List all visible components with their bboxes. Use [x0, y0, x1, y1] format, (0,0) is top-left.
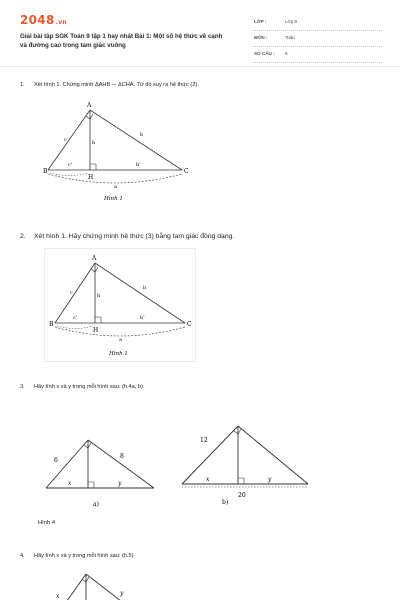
label-b-prime: b': [136, 162, 141, 168]
document-title: Giải bài tập SGK Toán 9 tập 1 hay nhất Bài 1: Một số hệ thức về cạnh và đường cao trong tam giác vuông: [20, 33, 223, 49]
label-h: h: [92, 140, 96, 146]
figure-caption: Hình 1: [109, 351, 128, 357]
label-side-12: 12: [200, 437, 208, 444]
meta-row-count: [252, 47, 382, 63]
label-C: C: [184, 168, 189, 175]
sub-caption-b: b): [222, 499, 229, 506]
meta-value: Lớp 9: [285, 19, 297, 24]
document-header: [0, 0, 400, 67]
figure-4a-image: [40, 428, 160, 513]
figure-1-image: [42, 96, 192, 206]
question-1: [20, 82, 199, 88]
sub-caption-a: a): [93, 501, 99, 508]
meta-row-subject: [252, 31, 382, 47]
figure-caption: Hình 1: [104, 196, 123, 202]
label-y: y: [268, 476, 272, 483]
label-y: y: [120, 590, 124, 597]
meta-row-class: [252, 15, 382, 31]
question-text: Hãy tính x và y trong mỗi hình sau: (h.5): [34, 553, 134, 559]
label-A: A: [92, 255, 97, 262]
figure-5-image: [50, 568, 150, 600]
label-x: x: [68, 480, 72, 487]
label-a: a: [114, 184, 117, 190]
question-number: 4.: [20, 553, 25, 559]
logo-suffix: .vn: [55, 19, 67, 26]
triangle-4b-diagram: [176, 418, 316, 513]
meta-key: MÔN :: [254, 35, 268, 40]
label-c-prime: c': [68, 162, 73, 168]
label-H: H: [93, 327, 99, 334]
label-b: b: [143, 285, 147, 291]
question-text: Xét hình 1. Hãy chứng minh hệ thức (3) bằng tam giác đồng dạng.: [34, 233, 235, 240]
question-number: 3.: [20, 384, 25, 390]
label-A: A: [87, 102, 92, 109]
label-h: h: [97, 293, 101, 299]
label-b: b: [140, 132, 144, 138]
meta-key: LỚP :: [254, 19, 267, 24]
question-2: [20, 233, 234, 240]
label-a: a: [119, 337, 122, 343]
label-side-8: 8: [120, 453, 124, 460]
label-base-20: 20: [238, 492, 246, 499]
label-B: B: [49, 321, 54, 328]
right-triangle-diagram: [42, 96, 192, 206]
question-number: 2.: [20, 233, 26, 240]
question-4: [20, 553, 134, 559]
label-B: B: [43, 168, 48, 175]
label-c: c: [64, 137, 67, 143]
question-text: Hãy tính x và y trong mỗi hình sau: (h.4a, b): [34, 384, 143, 390]
site-logo[interactable]: [20, 13, 67, 27]
question-3: [20, 384, 143, 390]
question-number: 1.: [20, 82, 25, 88]
meta-table: [252, 15, 382, 63]
question-text: Xét hình 1. Chứng minh ΔAHB ∼ ΔCHA. Từ đó suy ra hệ thức (2).: [34, 82, 199, 88]
figure-4-caption: Hình 4: [38, 520, 56, 526]
triangle-5-diagram: [50, 568, 150, 600]
meta-value: 6: [285, 51, 288, 56]
label-C: C: [187, 321, 192, 328]
meta-key: SỐ CÂU :: [254, 51, 275, 56]
label-x: x: [206, 476, 210, 483]
logo-text: 2048: [20, 13, 55, 27]
label-c-prime: c': [73, 315, 78, 321]
label-y: y: [118, 480, 122, 487]
label-x: x: [56, 593, 60, 600]
figure-1-repeat-image: [44, 248, 196, 362]
right-triangle-diagram: [45, 249, 195, 361]
label-H: H: [88, 174, 94, 181]
triangle-4a-diagram: [40, 428, 160, 513]
meta-value: Toán: [285, 35, 295, 40]
label-b-prime: b': [140, 315, 145, 321]
label-c: c: [70, 290, 73, 296]
label-side-6: 6: [54, 457, 58, 464]
figure-4b-image: [176, 418, 316, 513]
